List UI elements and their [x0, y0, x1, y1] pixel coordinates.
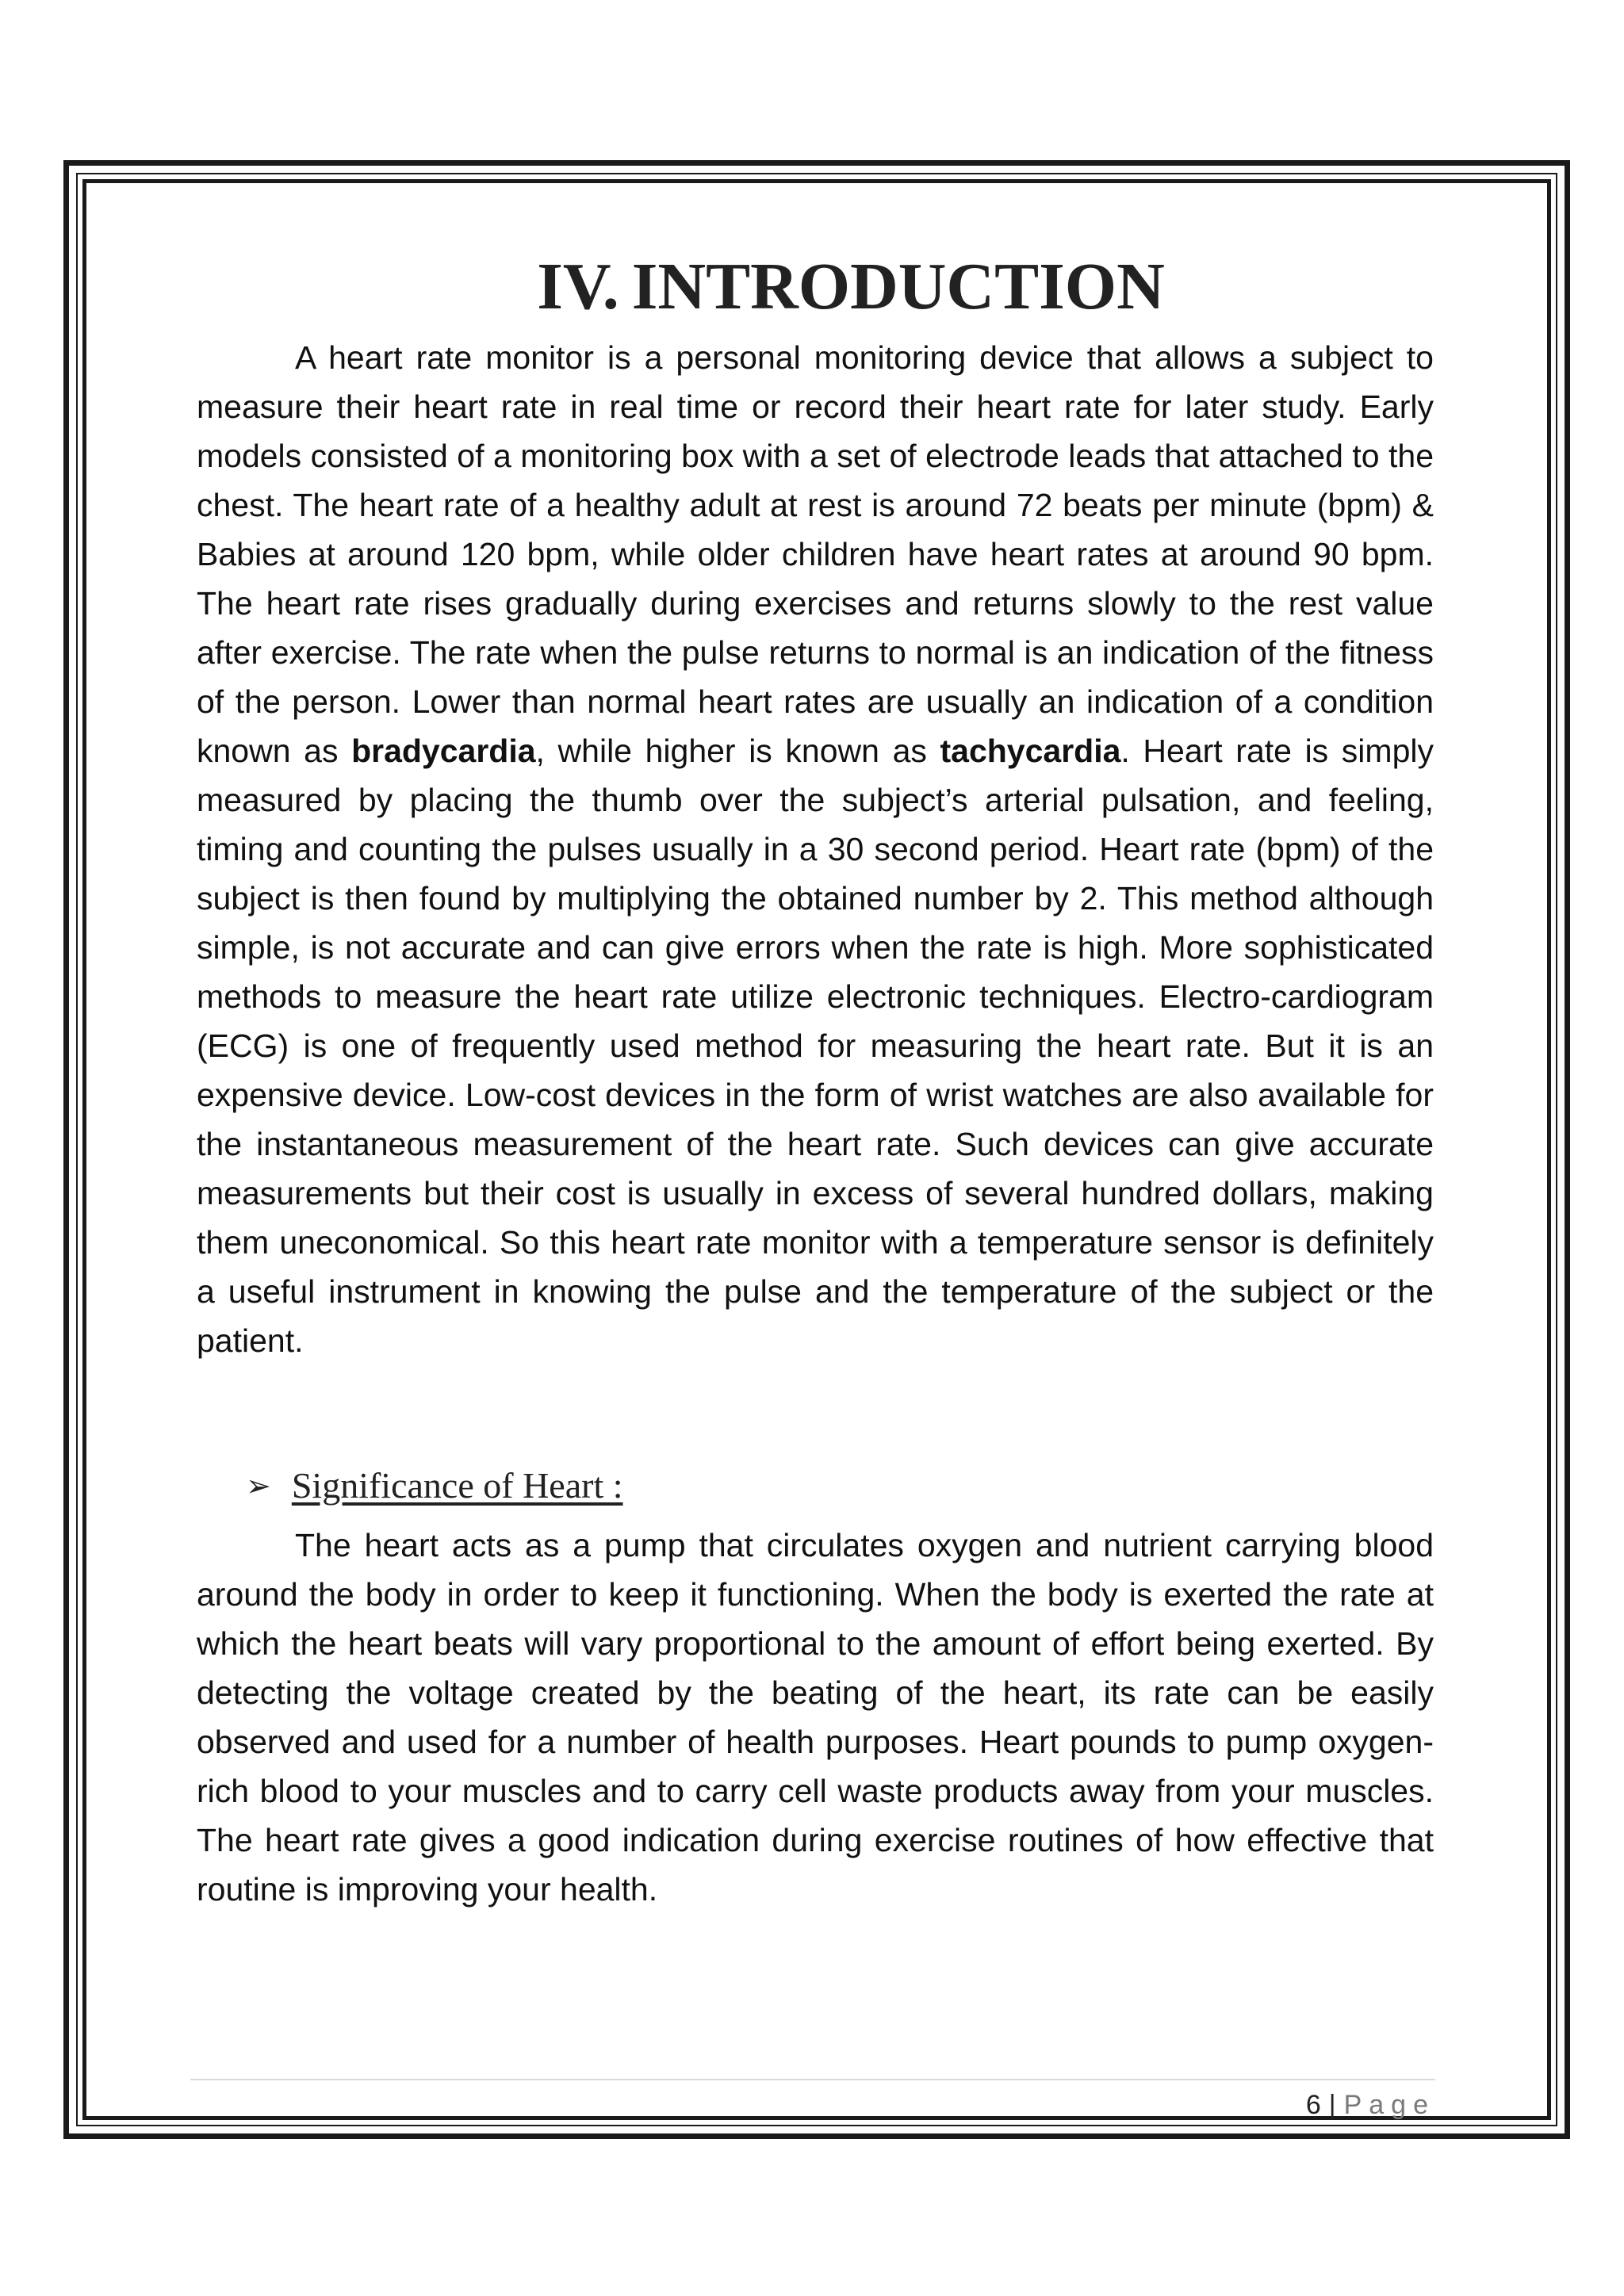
- term-bradycardia: bradycardia: [351, 733, 536, 769]
- intro-text-2: , while higher is known as: [535, 733, 940, 769]
- chapter-heading: [197, 247, 1434, 327]
- intro-paragraph: [197, 333, 1434, 1365]
- footer-separator: |: [1328, 2090, 1336, 2120]
- page-footer: [1306, 2087, 1435, 2123]
- footer-divider: [190, 2079, 1435, 2080]
- page-number: 6: [1305, 2090, 1321, 2120]
- intro-text-3: . Heart rate is simply measured by placing the thumb over the subject’s arterial pulsation, and feeling, timing and counting the pulses usually in a 30 second period. Heart rate (bpm) of the subject is then found by multiplying the obtained number by 2. This method although simple, is not accurate and can give errors when the rate is high. More sophisticated methods to measure the heart rate utilize electronic techniques. Electro-cardiogram (ECG) is one of frequently used method for measuring the heart rate. But it is an expensive device. Low-cost devices in the form of wrist watches are also available for the instantaneous measurement of the heart rate. Such devices can give accurate measurements but their cost is usually in excess of several hundred dollars, making them uneconomical. So this heart rate monitor with a temperature sensor is definitely a useful instrument in knowing the pulse and the temperature of the subject or the patient.: [197, 733, 1434, 1359]
- section-heading: [246, 1462, 1434, 1510]
- page-label: Page: [1343, 2090, 1435, 2120]
- intro-text-1: A heart rate monitor is a personal monitoring device that allows a subject to measure their heart rate in real time or record their heart rate for later study. Early models consisted of a monitoring box with a set of electrode leads that attached to the chest. The heart rate of a healthy adult at rest is around 72 beats per minute (bpm) & Babies at around 120 bpm, while older children have heart rates at around 90 bpm. The heart rate rises gradually during exercises and returns slowly to the rest value after exercise. The rate when the pulse returns to normal is an indication of the fitness of the person. Lower than normal heart rates are usually an indication of a condition known as: [197, 339, 1434, 769]
- page-content: [197, 247, 1434, 1914]
- chapter-title: INTRODUCTION: [631, 250, 1165, 323]
- arrow-bullet-icon: ➢: [246, 1468, 271, 1503]
- section-title: Significance of Heart :: [291, 1465, 623, 1506]
- chapter-number: IV.: [537, 250, 619, 323]
- section-paragraph: The heart acts as a pump that circulates oxygen and nutrient carrying blood around the body in order to keep it functioning. When the body is exerted the rate at which the heart beats will vary proportional to the amount of effort being exerted. By detecting the voltage created by the beating of the heart, its rate can be easily observed and used for a number of health purposes. Heart pounds to pump oxygen-rich blood to your muscles and to carry cell waste products away from your muscles. The heart rate gives a good indication during exercise routines of how effective that routine is improving your health.: [197, 1527, 1434, 1908]
- term-tachycardia: tachycardia: [940, 733, 1121, 769]
